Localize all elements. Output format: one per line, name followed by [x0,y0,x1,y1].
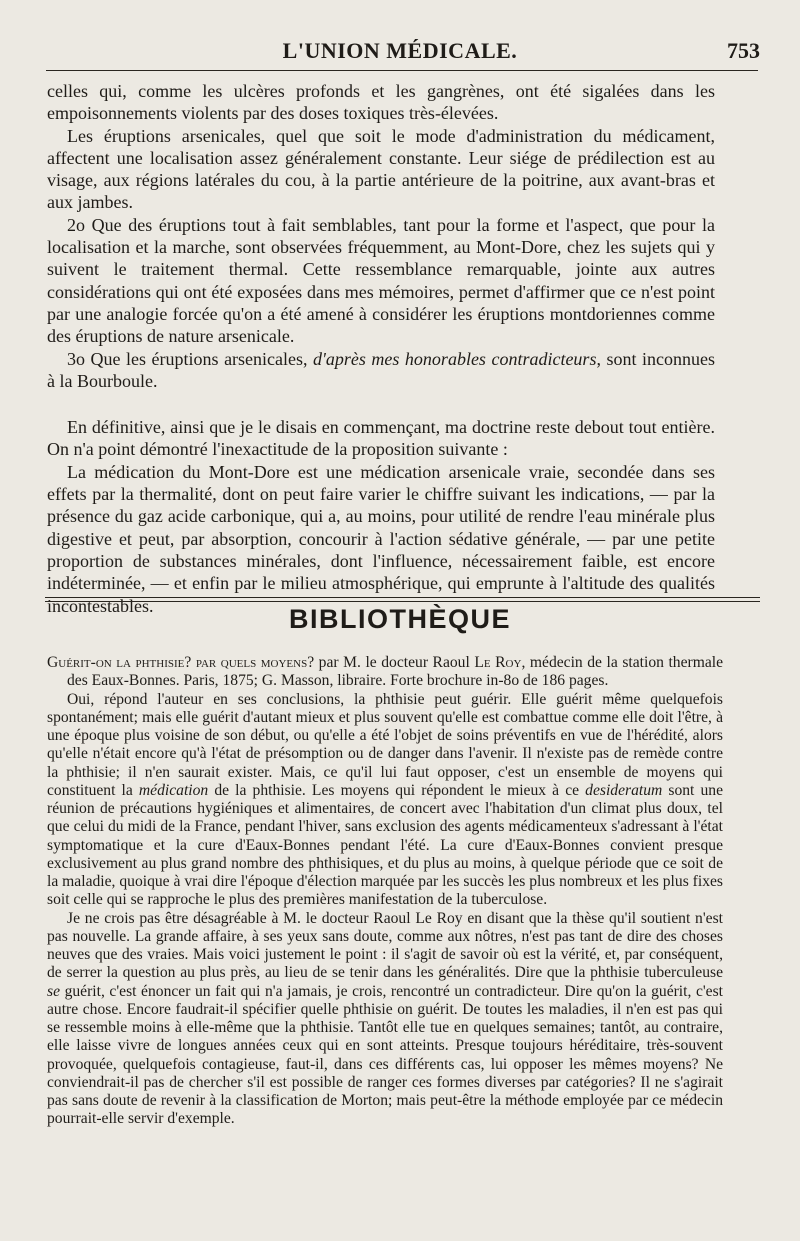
paragraph [47,348,715,393]
section-divider [45,601,760,602]
italic-phrase: d'après mes honorables contradicteurs [313,348,597,369]
paragraph: celles qui, comme les ulcères profonds et les gangrènes, ont été sigalées dans les empoisonnements violents par des doses toxiques très-élevées. [47,81,715,124]
paragraph [47,910,723,1129]
italic-word: médication [138,781,209,799]
italic-word: desideratum [585,781,663,799]
text-run: , médecin de la station thermale des Eaux-Bonnes. Paris, 1875; G. Masson, libraire. Forte brochure in-8o de 186 pages. [67,654,724,690]
book-review [47,654,723,1129]
paragraph: En définitive, ainsi que je le disais en commençant, ma doctrine reste debout tout entière. On n'a point démontré l'inexactitude de la proposition suivante : [47,417,715,460]
text-run: par M. le docteur Raoul [314,654,475,671]
text-run: guérit, c'est énoncer un fait qui n'a jamais, je crois, rencontré un contradicteur. Dire qu'on la guérit, c'est autre chose. Encore faudrait-il spécifier quelle phthisie on guérit. De toutes les maladies, il n'en est pas qui se ressemble moins à elle-même que la phthisie. Tantôt elle tue en quelques semaines; tantôt, au contraire, elle laisse vivre de longues années ceux qui en sont atteints. Presque toujours héréditaire, très-souvent provoquée, quelquefois contagieuse, faut-il, dans ces différents cas, lui opposer les mêmes moyens? Ne conviendrait-il pas de chercher s'il est possible de ranger ces formes diverses par catégories? Il ne s'agirait pas sans doute de revenir à la classification de Morton; mais peut-être la méthode employée par ce médecin pourrait-elle servir d'exemple. [47,982,723,1128]
page-number: 753 [727,38,760,63]
book-title: Guérit-on la phthisie? par quels moyens? [47,654,315,671]
paragraph: Les éruptions arsenicales, quel que soit le mode d'administration du médicament, affectent une localisation assez généralement constante. Leur siége de prédilection est au visage, aux régions latérales du cou, à la partie antérieure de la poitrine, aux avant-bras et aux jambes. [47,125,715,213]
paragraph [47,691,723,910]
book-reference [47,654,723,691]
text-run: 3o Que les éruptions arsenicales, [67,348,314,369]
header-rule [46,70,758,71]
running-title: L'UNION MÉDICALE. [282,38,518,63]
text-run: de la phthisie. Les moyens qui répondent le mieux à ce [208,781,586,799]
article-continuation [47,80,715,617]
section-divider [45,597,760,598]
italic-word: se [47,982,60,1000]
text-run: Oui, répond l'auteur en ses conclusions, la phthisie peut guérir. Elle guérit même quelquefois spontanément; mais elle guérit d'autant mieux et plus souvent qu'elle est combattue comme elle doit l'être, à une époque plus voisine de son début, ou qu'elle a été l'objet de soins préventifs en vue de l'hérédité, alors qu'elle n'était encore qu'à l'état de présomption ou de danger dans l'avenir. Il n'existe pas de remède contre la phthisie; il n'en saurait exister. Mais, ce qu'il lui faut opposer, c'est un ensemble de moyens qui constituent la [47,690,723,799]
section-heading: BIBLIOTHÈQUE [288,604,511,634]
paragraph: La médication du Mont-Dore est une médication arsenicale vraie, secondée dans ses effets par la thermalité, dont on peut faire varier le chiffre suivant les indications, — par la présence du gaz acide carbonique, qui a, au moins, pour utilité de rendre l'eau minérale plus digestive et peut, par absorption, concourir à l'action sédative générale, — par une petite proportion de substances minérales, dont l'influence, nécessairement faible, est encore indéterminée, — et enfin par le milieu atmosphérique, qui emprunte à l'altitude des qualités incontestables. [47,461,715,616]
author-name: Le Roy [474,654,522,671]
text-run: , sont inconnues à la Bourboule. [47,348,715,391]
running-head [40,38,760,64]
text-run: Je ne crois pas être désagréable à M. le docteur Raoul Le Roy en disant que la thèse qu'il soutient n'est pas nouvelle. La grande affaire, à ses yeux sans doute, comme aux nôtres, n'est pas tant de dire des choses neuves que des vraies. Mais voici justement le point : il s'agit de savoir où est la vérité, et, par conséquent, de serrer la question au plus près, au lieu de se tenir dans les généralités. Dire que la phthisie tuberculeuse [47,909,723,982]
text-run: sont une réunion de précautions hygiéniques et alimentaires, de concert avec l'habitation d'un climat plus doux, tel que celui du midi de la France, pendant l'hiver, sans exclusion des agents médicamenteux s'adressant à l'état symptomatique et la cure d'Eaux-Bonnes pendant l'été. La cure d'Eaux-Bonnes convient presque exclusivement au plus grand nombre des phthisiques, et du plus au moins, à quelque période que ce soit de la maladie, quoique à vrai dire l'époque d'élection marquée par les succès les plus nombreux et les plus fixes soit celle qui se rapproche le plus des premières manifestation de la tuberculose. [47,781,724,909]
paragraph: 2o Que des éruptions tout à fait semblables, tant pour la forme et l'aspect, que pour la localisation et la marche, sont observées fréquemment, au Mont-Dore, chez les sujets qui y suivent le traitement thermal. Cette ressemblance remarquable, jointe aux autres considérations qui ont été exposées dans mes mémoires, permet d'affirmer que ce n'est point par une analogie forcée qu'on a été amené à considérer les éruptions montdoriennes comme des éruptions de nature arsenicale. [47,214,715,347]
